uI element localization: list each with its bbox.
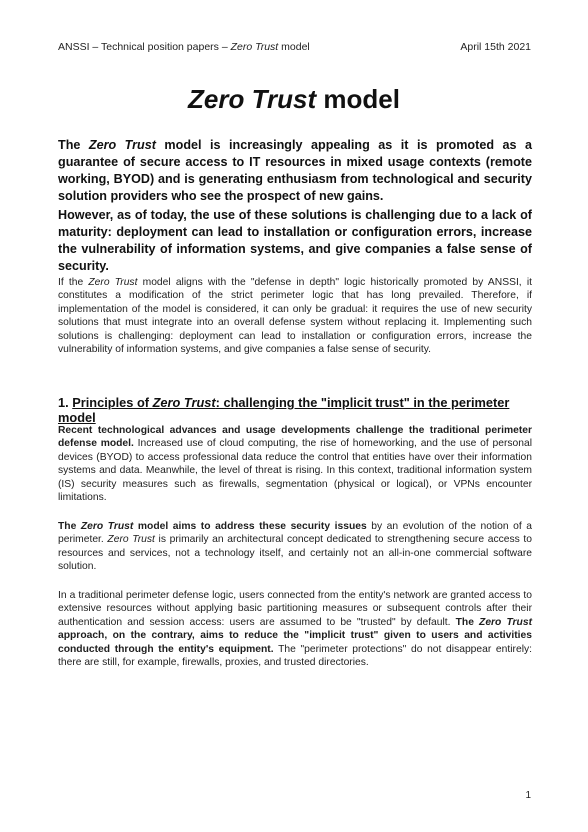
header-left: ANSSI – Technical position papers – Zero Trust model <box>58 41 310 53</box>
body-paragraph-3: The Zero Trust model aims to address these security issues by an evolution of the notion of a perimeter. Zero Trust is primarily an architectural concept dedicated to strengthening secure access to resources and services, not a technology itself, and certainly not an all-in-one commercial software solution. <box>58 521 532 573</box>
page-title: Zero Trust model <box>188 84 400 114</box>
body-paragraph-4: In a traditional perimeter defense logic, users connected from the entity's network are granted access to extensive resources without applying basic partitioning measures or subsequent controls after their authentication and session access: users are assumed to be "trusted" by default. The Zero Trust approach, on the contrary, aims to reduce the "implicit trust" given to users and activities conducted through the entity's equipment. The "perimeter protections" do not disappear entirely: there are still, for example, firewalls, proxies, and trusted directories. <box>58 590 532 669</box>
header-date: April 15th 2021 <box>460 41 531 53</box>
intro-paragraph-1: The Zero Trust model is increasingly appealing as it is promoted as a guarantee of secure access to IT resources in mixed usage contexts (remote working, BYOD) and is generating enthusiasm from technological and security solution providers who see the prospect of new gains. <box>58 138 533 204</box>
body-paragraph-2: Recent technological advances and usage developments challenge the traditional perimeter defense model. Increased use of cloud computing, the rise of homeworking, and the use of personal devices (BYOD) to access professional data reduce the control that entities have over their information systems and data. Meanwhile, the level of threat is rising. In this context, traditional information system (IS) security measures such as firewalls, segmentation (physical or logical), or VPNs encounter limitations. <box>58 425 533 504</box>
intro-paragraph-2: However, as of today, the use of these solutions is challenging due to a lack of maturity: deployment can lead to installation or configuration errors, increase the vulnerability of information systems, and give companies a false sense of security. <box>58 208 532 274</box>
section-heading-text: Principles of Zero Trust: challenging the "implicit trust" in the perimeter model <box>58 395 510 425</box>
body-paragraph-1: If the Zero Trust model aligns with the "defense in depth" logic historically promoted by ANSSI, it constitutes a modification of the strict perimeter logic that has long prevailed. Therefore, if implementation of the model is considered, it can only be gradual: it requires the use of new security solutions that must integrate into an overall defense system without replacing it. Implementing such solutions is challenging: deployment can lead to installation or configuration errors, increase the vulnerability of information systems, and give companies a false sense of security. <box>58 277 532 356</box>
section-heading-1: 1. Principles of Zero Trust: challenging the "implicit trust" in the perimeter model <box>58 395 510 425</box>
page-number: 1 <box>525 790 531 801</box>
page-header <box>58 41 531 53</box>
